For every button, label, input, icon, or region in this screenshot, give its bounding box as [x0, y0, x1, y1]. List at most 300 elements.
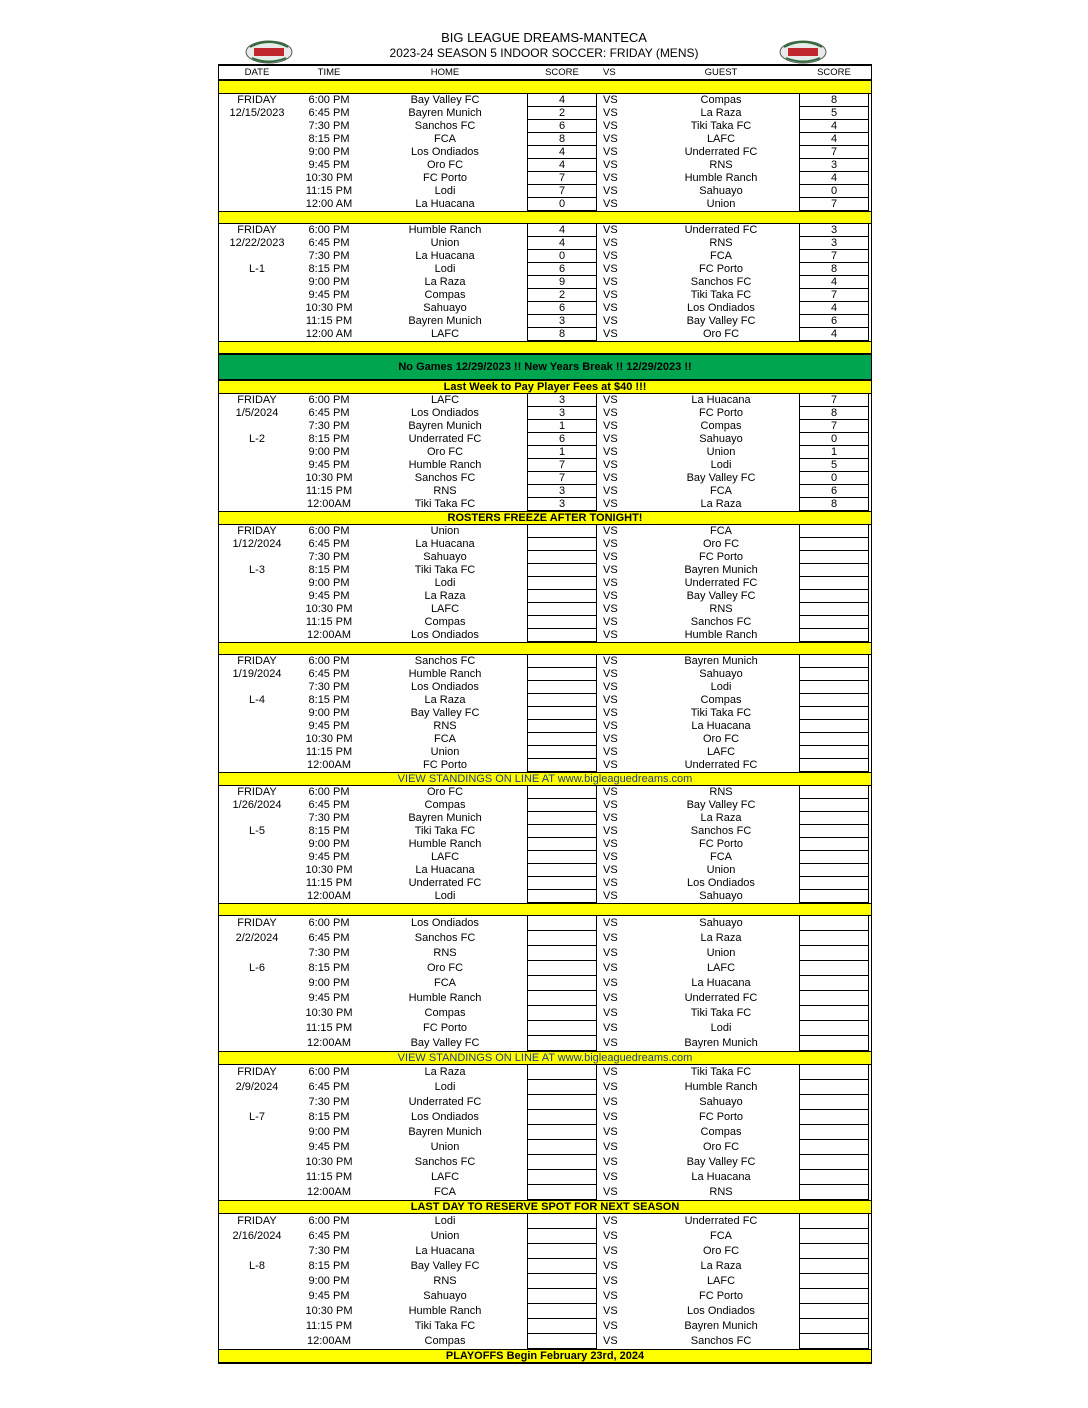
home-team: Los Ondiados	[411, 1111, 479, 1123]
vs-label: VS	[603, 1245, 618, 1257]
game-time: 7:30 PM	[308, 420, 350, 432]
home-team: Lodi	[434, 1081, 456, 1093]
guest-team: Tiki Taka FC	[690, 1066, 752, 1078]
guest-team: La Huacana	[691, 1171, 751, 1183]
game-time: 6:00 PM	[308, 1066, 350, 1078]
table-row	[219, 1125, 871, 1140]
table-row	[219, 525, 871, 538]
guest-score	[799, 1304, 869, 1319]
home-score	[527, 668, 597, 681]
vs-label: VS	[603, 472, 618, 484]
table-row	[219, 485, 871, 498]
guest-score	[799, 694, 869, 707]
game-time: 6:45 PM	[308, 668, 350, 680]
week-date: 12/22/2023	[229, 237, 285, 249]
home-team: FCA	[434, 1186, 456, 1198]
game-time: 11:15 PM	[305, 1171, 353, 1183]
home-score	[527, 590, 597, 603]
vs-label: VS	[603, 932, 618, 944]
guest-score	[799, 961, 869, 976]
guest-score	[799, 1289, 869, 1304]
header-spacer	[219, 80, 871, 94]
vs-label: VS	[603, 1171, 618, 1183]
guest-score	[799, 786, 869, 799]
game-time: 6:00 PM	[308, 1215, 350, 1227]
vs-label: VS	[603, 629, 618, 641]
vs-label: VS	[603, 302, 618, 314]
table-row	[219, 733, 871, 746]
game-time: 8:15 PM	[308, 1260, 350, 1272]
guest-score	[799, 916, 869, 931]
game-time: 9:45 PM	[308, 289, 350, 301]
home-team: Bayren Munich	[408, 812, 482, 824]
week-date: 1/26/2024	[232, 799, 282, 811]
home-score	[527, 1125, 597, 1140]
vs-label: VS	[603, 525, 618, 537]
home-team: Bayren Munich	[408, 1126, 482, 1138]
table-row	[219, 681, 871, 694]
notice-banner: ROSTERS FREEZE AFTER TONIGHT!	[219, 511, 871, 525]
col-score-home: SCORE	[545, 67, 579, 78]
week-label: L-5	[249, 825, 265, 837]
table-row	[219, 224, 871, 237]
home-team: Bay Valley FC	[410, 1260, 480, 1272]
vs-label: VS	[603, 276, 618, 288]
guest-score: 4	[799, 276, 869, 289]
game-time: 9:00 PM	[308, 276, 350, 288]
home-team: Compas	[424, 1007, 466, 1019]
guest-team: Oro FC	[702, 733, 740, 745]
table-row	[219, 472, 871, 485]
home-score	[527, 577, 597, 590]
home-team: Union	[430, 525, 460, 537]
table-row	[219, 590, 871, 603]
table-row	[219, 120, 871, 133]
home-score	[527, 877, 597, 890]
vs-label: VS	[603, 564, 618, 576]
guest-team: Bay Valley FC	[686, 590, 756, 602]
game-time: 9:00 PM	[308, 1275, 350, 1287]
game-time: 12:00AM	[306, 759, 352, 771]
guest-score: 8	[799, 498, 869, 511]
table-row	[219, 185, 871, 198]
guest-team: FCA	[710, 525, 732, 537]
home-score	[527, 681, 597, 694]
guest-team: LAFC	[706, 133, 736, 145]
week-day: FRIDAY	[237, 917, 277, 929]
table-row	[219, 1259, 871, 1274]
home-score	[527, 916, 597, 931]
guest-score	[799, 812, 869, 825]
home-score	[527, 1289, 597, 1304]
guest-team: FCA	[710, 250, 732, 262]
home-team: FC Porto	[422, 759, 467, 771]
guest-score	[799, 838, 869, 851]
week-label: L-4	[249, 694, 265, 706]
home-team: La Huacana	[415, 1245, 475, 1257]
week-block	[219, 525, 871, 642]
game-time: 9:45 PM	[308, 459, 350, 471]
home-score: 8	[527, 328, 597, 341]
vs-label: VS	[603, 1305, 618, 1317]
home-team: Union	[430, 1230, 460, 1242]
home-team: Underrated FC	[408, 1096, 482, 1108]
guest-team: Sanchos FC	[690, 616, 752, 628]
guest-team: Union	[706, 446, 736, 458]
game-time: 7:30 PM	[308, 551, 350, 563]
guest-score	[799, 681, 869, 694]
game-time: 9:45 PM	[308, 1141, 350, 1153]
home-score	[527, 851, 597, 864]
vs-label: VS	[603, 263, 618, 275]
home-team: Los Ondiados	[411, 917, 479, 929]
home-score: 7	[527, 472, 597, 485]
game-time: 10:30 PM	[305, 302, 353, 314]
game-time: 10:30 PM	[305, 864, 353, 876]
guest-team: FC Porto	[698, 1111, 743, 1123]
home-score	[527, 976, 597, 991]
guest-score	[799, 616, 869, 629]
table-row	[219, 146, 871, 159]
home-score	[527, 746, 597, 759]
table-row	[219, 616, 871, 629]
guest-score	[799, 1110, 869, 1125]
guest-score	[799, 825, 869, 838]
home-score: 3	[527, 407, 597, 420]
home-team: Sahuayo	[423, 551, 467, 563]
vs-label: VS	[603, 577, 618, 589]
guest-score	[799, 733, 869, 746]
home-score	[527, 733, 597, 746]
vs-label: VS	[603, 407, 618, 419]
guest-team: Union	[706, 198, 736, 210]
table-row	[219, 1334, 871, 1349]
col-guest: GUEST	[704, 67, 738, 78]
notice-banner: VIEW STANDINGS ON LINE AT www.bigleaguedreams.com	[219, 772, 871, 786]
vs-label: VS	[603, 590, 618, 602]
league-logo-right-icon	[778, 38, 828, 66]
guest-team: RNS	[709, 237, 733, 249]
week-spacer	[219, 903, 871, 916]
guest-score	[799, 991, 869, 1006]
table-row	[219, 159, 871, 172]
guest-team: Los Ondiados	[687, 1305, 755, 1317]
guest-team: Underrated FC	[684, 224, 758, 236]
guest-team: Los Ondiados	[687, 877, 755, 889]
table-row	[219, 1170, 871, 1185]
vs-label: VS	[603, 1096, 618, 1108]
guest-score: 4	[799, 120, 869, 133]
table-row	[219, 459, 871, 472]
guest-score	[799, 1021, 869, 1036]
table-row	[219, 1036, 871, 1051]
guest-score	[799, 931, 869, 946]
table-row	[219, 407, 871, 420]
game-time: 10:30 PM	[305, 172, 353, 184]
home-team: FC Porto	[422, 172, 467, 184]
game-time: 7:30 PM	[308, 681, 350, 693]
home-team: Lodi	[434, 890, 456, 902]
home-score	[527, 991, 597, 1006]
guest-score	[799, 551, 869, 564]
table-row	[219, 1229, 871, 1244]
home-score	[527, 1319, 597, 1334]
home-score	[527, 931, 597, 946]
col-time: TIME	[317, 67, 341, 78]
table-row	[219, 433, 871, 446]
week-label: L-6	[249, 962, 265, 974]
home-score	[527, 629, 597, 642]
game-time: 6:00 PM	[308, 224, 350, 236]
vs-label: VS	[603, 1007, 618, 1019]
week-day: FRIDAY	[237, 394, 277, 406]
guest-score	[799, 1080, 869, 1095]
guest-team: La Huacana	[691, 977, 751, 989]
guest-team: FC Porto	[698, 838, 743, 850]
table-row	[219, 786, 871, 799]
guest-score	[799, 890, 869, 903]
home-team: Underrated FC	[408, 877, 482, 889]
game-time: 6:45 PM	[308, 932, 350, 944]
table-row	[219, 812, 871, 825]
home-team: Los Ondiados	[411, 629, 479, 641]
vs-label: VS	[603, 198, 618, 210]
vs-label: VS	[603, 668, 618, 680]
home-team: La Raza	[424, 590, 466, 602]
home-score: 4	[527, 146, 597, 159]
table-row	[219, 668, 871, 681]
week-label: L-7	[249, 1111, 265, 1123]
home-team: LAFC	[430, 603, 460, 615]
table-row	[219, 961, 871, 976]
game-time: 9:45 PM	[308, 590, 350, 602]
vs-label: VS	[603, 1215, 618, 1227]
col-vs: VS	[603, 67, 616, 78]
game-time: 9:45 PM	[308, 720, 350, 732]
guest-score	[799, 976, 869, 991]
table-row	[219, 916, 871, 931]
table-row	[219, 420, 871, 433]
home-team: FCA	[434, 733, 456, 745]
guest-score: 6	[799, 315, 869, 328]
home-score	[527, 946, 597, 961]
game-time: 9:00 PM	[308, 1126, 350, 1138]
guest-score: 4	[799, 302, 869, 315]
week-block	[219, 94, 871, 211]
game-time: 10:30 PM	[305, 1007, 353, 1019]
guest-score	[799, 655, 869, 668]
home-score	[527, 1095, 597, 1110]
guest-team: RNS	[709, 1186, 733, 1198]
guest-team: Underrated FC	[684, 759, 758, 771]
vs-label: VS	[603, 237, 618, 249]
game-time: 7:30 PM	[308, 250, 350, 262]
guest-team: Oro FC	[702, 328, 740, 340]
table-row	[219, 864, 871, 877]
guest-team: Sahuayo	[699, 185, 743, 197]
guest-score	[799, 1006, 869, 1021]
home-team: LAFC	[430, 1171, 460, 1183]
guest-score: 3	[799, 237, 869, 250]
home-team: Sahuayo	[423, 302, 467, 314]
home-score	[527, 1214, 597, 1229]
home-score	[527, 961, 597, 976]
col-date: DATE	[244, 67, 270, 78]
week-date: 1/12/2024	[232, 538, 282, 550]
guest-score	[799, 851, 869, 864]
vs-label: VS	[603, 328, 618, 340]
game-time: 6:45 PM	[308, 407, 350, 419]
guest-score	[799, 1259, 869, 1274]
home-team: La Raza	[424, 694, 466, 706]
guest-team: Sahuayo	[699, 917, 743, 929]
guest-score: 3	[799, 224, 869, 237]
game-time: 9:45 PM	[308, 851, 350, 863]
home-score	[527, 1110, 597, 1125]
game-time: 7:30 PM	[308, 120, 350, 132]
guest-score	[799, 720, 869, 733]
guest-score	[799, 1036, 869, 1051]
week-date: 12/15/2023	[229, 107, 285, 119]
game-time: 6:45 PM	[308, 237, 350, 249]
home-score	[527, 890, 597, 903]
guest-score: 4	[799, 328, 869, 341]
col-home: HOME	[430, 67, 460, 78]
home-team: Sanchos FC	[414, 1156, 476, 1168]
guest-score	[799, 603, 869, 616]
game-time: 8:15 PM	[308, 133, 350, 145]
guest-team: Sahuayo	[699, 668, 743, 680]
table-row	[219, 107, 871, 120]
game-time: 8:15 PM	[308, 694, 350, 706]
guest-score	[799, 1140, 869, 1155]
home-team: Humble Ranch	[408, 838, 482, 850]
guest-score	[799, 946, 869, 961]
home-score: 2	[527, 289, 597, 302]
game-time: 8:15 PM	[308, 962, 350, 974]
guest-score	[799, 1214, 869, 1229]
table-row	[219, 655, 871, 668]
guest-team: Underrated FC	[684, 1215, 758, 1227]
home-team: RNS	[433, 485, 457, 497]
vs-label: VS	[603, 1156, 618, 1168]
table-row	[219, 1006, 871, 1021]
guest-score: 7	[799, 146, 869, 159]
table-row	[219, 877, 871, 890]
home-team: Los Ondiados	[411, 407, 479, 419]
home-team: Sanchos FC	[414, 472, 476, 484]
game-time: 7:30 PM	[308, 812, 350, 824]
vs-label: VS	[603, 159, 618, 171]
table-row	[219, 237, 871, 250]
guest-score: 7	[799, 250, 869, 263]
guest-score	[799, 1319, 869, 1334]
week-spacer	[219, 341, 871, 354]
table-row	[219, 707, 871, 720]
guest-team: Underrated FC	[684, 146, 758, 158]
guest-team: Humble Ranch	[684, 172, 758, 184]
vs-label: VS	[603, 498, 618, 510]
game-time: 12:00AM	[306, 1037, 352, 1049]
vs-label: VS	[603, 759, 618, 771]
table-row	[219, 498, 871, 511]
game-time: 11:15 PM	[305, 877, 353, 889]
table-row	[219, 1155, 871, 1170]
home-score	[527, 1140, 597, 1155]
vs-label: VS	[603, 890, 618, 902]
game-time: 8:15 PM	[308, 263, 350, 275]
guest-score	[799, 759, 869, 772]
game-time: 8:15 PM	[308, 564, 350, 576]
home-team: LAFC	[430, 851, 460, 863]
guest-team: Bay Valley FC	[686, 472, 756, 484]
guest-team: Compas	[700, 694, 742, 706]
guest-score: 8	[799, 94, 869, 107]
week-spacer	[219, 211, 871, 224]
home-team: RNS	[433, 1275, 457, 1287]
week-block	[219, 916, 871, 1051]
vs-label: VS	[603, 459, 618, 471]
guest-score	[799, 629, 869, 642]
home-team: Bay Valley FC	[410, 707, 480, 719]
guest-team: Lodi	[710, 1022, 732, 1034]
game-time: 6:00 PM	[308, 525, 350, 537]
table-row	[219, 446, 871, 459]
vs-label: VS	[603, 825, 618, 837]
guest-team: LAFC	[706, 1275, 736, 1287]
game-time: 6:00 PM	[308, 94, 350, 106]
home-team: Sanchos FC	[414, 120, 476, 132]
table-row	[219, 133, 871, 146]
guest-score	[799, 1229, 869, 1244]
guest-score: 5	[799, 107, 869, 120]
guest-team: RNS	[709, 786, 733, 798]
table-row	[219, 890, 871, 903]
guest-team: Tiki Taka FC	[690, 1007, 752, 1019]
guest-team: RNS	[709, 603, 733, 615]
guest-team: LAFC	[706, 746, 736, 758]
guest-team: LAFC	[706, 962, 736, 974]
week-date: 2/16/2024	[232, 1230, 282, 1242]
vs-label: VS	[603, 877, 618, 889]
home-score	[527, 525, 597, 538]
home-team: La Huacana	[415, 864, 475, 876]
table-row	[219, 1214, 871, 1229]
week-date: 1/19/2024	[232, 668, 282, 680]
vs-label: VS	[603, 1037, 618, 1049]
table-row	[219, 991, 871, 1006]
guest-team: FCA	[710, 851, 732, 863]
vs-label: VS	[603, 977, 618, 989]
guest-score	[799, 864, 869, 877]
guest-score: 7	[799, 198, 869, 211]
guest-score	[799, 877, 869, 890]
game-time: 8:15 PM	[308, 825, 350, 837]
game-time: 9:00 PM	[308, 146, 350, 158]
guest-team: RNS	[709, 159, 733, 171]
week-day: FRIDAY	[237, 1066, 277, 1078]
vs-label: VS	[603, 94, 618, 106]
vs-label: VS	[603, 538, 618, 550]
guest-team: La Raza	[700, 812, 742, 824]
vs-label: VS	[603, 746, 618, 758]
game-time: 9:45 PM	[308, 992, 350, 1004]
guest-score	[799, 525, 869, 538]
vs-label: VS	[603, 185, 618, 197]
table-row	[219, 946, 871, 961]
table-row	[219, 799, 871, 812]
vs-label: VS	[603, 992, 618, 1004]
